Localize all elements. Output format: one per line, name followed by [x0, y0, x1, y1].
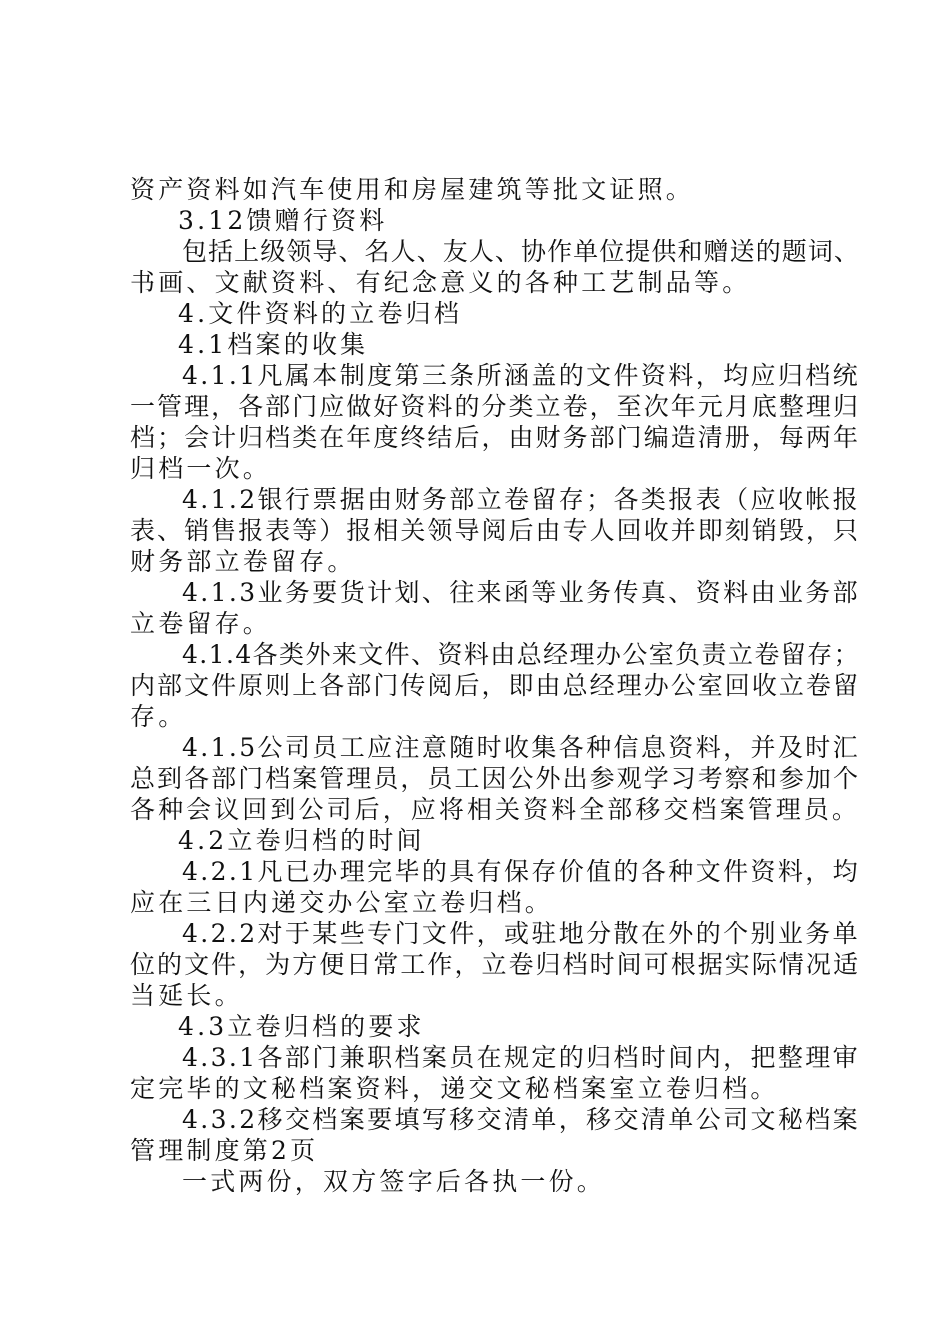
text-line-12: 表、销售报表等）报相关领导阅后由专人回收并即刻销毁，只: [130, 516, 860, 545]
section-heading-3-12: 3.12馈赠行资料: [178, 206, 388, 235]
text-line-31: 4.3.2移交档案要填写移交清单，移交清单公司文秘档案: [182, 1105, 860, 1134]
text-line-32: 管理制度第2页: [130, 1136, 319, 1165]
text-line-19: 4.1.5公司员工应注意随时收集各种信息资料，并及时汇: [182, 733, 860, 762]
text-line-20: 总到各部门档案管理员，员工因公外出参观学习考察和参加个: [130, 764, 860, 793]
text-line-30: 定完毕的文秘档案资料，递交文秘档案室立卷归档。: [130, 1074, 779, 1103]
text-line-21: 各种会议回到公司后，应将相关资料全部移交档案管理员。: [130, 795, 860, 824]
section-heading-4-1: 4.1档案的收集: [178, 330, 369, 359]
text-line-10: 归档一次。: [130, 454, 272, 483]
text-line-27: 当延长。: [130, 981, 243, 1010]
section-heading-4-3: 4.3立卷归档的要求: [178, 1012, 425, 1041]
text-line-3: 包括上级领导、名人、友人、协作单位提供和赠送的题词、: [182, 237, 860, 266]
text-line-26: 位的文件，为方便日常工作，立卷归档时间可根据实际情况适: [130, 950, 860, 979]
text-line-13: 财务部立卷留存。: [130, 547, 356, 576]
text-line-1: 资产资料如汽车使用和房屋建筑等批文证照。: [130, 175, 695, 204]
text-line-18: 存。: [130, 702, 187, 731]
text-line-14: 4.1.3业务要货计划、往来函等业务传真、资料由业务部: [182, 578, 860, 607]
text-line-15: 立卷留存。: [130, 609, 272, 638]
text-line-33: 一式两份，双方签字后各执一份。: [182, 1167, 606, 1196]
section-heading-4: 4.文件资料的立卷归档: [178, 299, 463, 328]
text-line-11: 4.1.2银行票据由财务部立卷留存；各类报表（应收帐报: [182, 485, 860, 514]
text-line-25: 4.2.2对于某些专门文件，或驻地分散在外的个别业务单: [182, 919, 860, 948]
text-line-4: 书画、文献资料、有纪念意义的各种工艺制品等。: [130, 268, 751, 297]
section-heading-4-2: 4.2立卷归档的时间: [178, 826, 425, 855]
text-line-7: 4.1.1凡属本制度第三条所涵盖的文件资料，均应归档统: [182, 361, 860, 390]
text-line-23: 4.2.1凡已办理完毕的具有保存价值的各种文件资料，均: [182, 857, 860, 886]
text-line-16: 4.1.4各类外来文件、资料由总经理办公室负责立卷留存；: [182, 640, 860, 669]
text-line-8: 一管理，各部门应做好资料的分类立卷，至次年元月底整理归: [130, 392, 860, 421]
text-line-24: 应在三日内递交办公室立卷归档。: [130, 888, 554, 917]
text-line-17: 内部文件原则上各部门传阅后，即由总经理办公室回收立卷留: [130, 671, 860, 700]
text-line-29: 4.3.1各部门兼职档案员在规定的归档时间内，把整理审: [182, 1043, 860, 1072]
text-line-9: 档；会计归档类在年度终结后，由财务部门编造清册，每两年: [130, 423, 860, 452]
